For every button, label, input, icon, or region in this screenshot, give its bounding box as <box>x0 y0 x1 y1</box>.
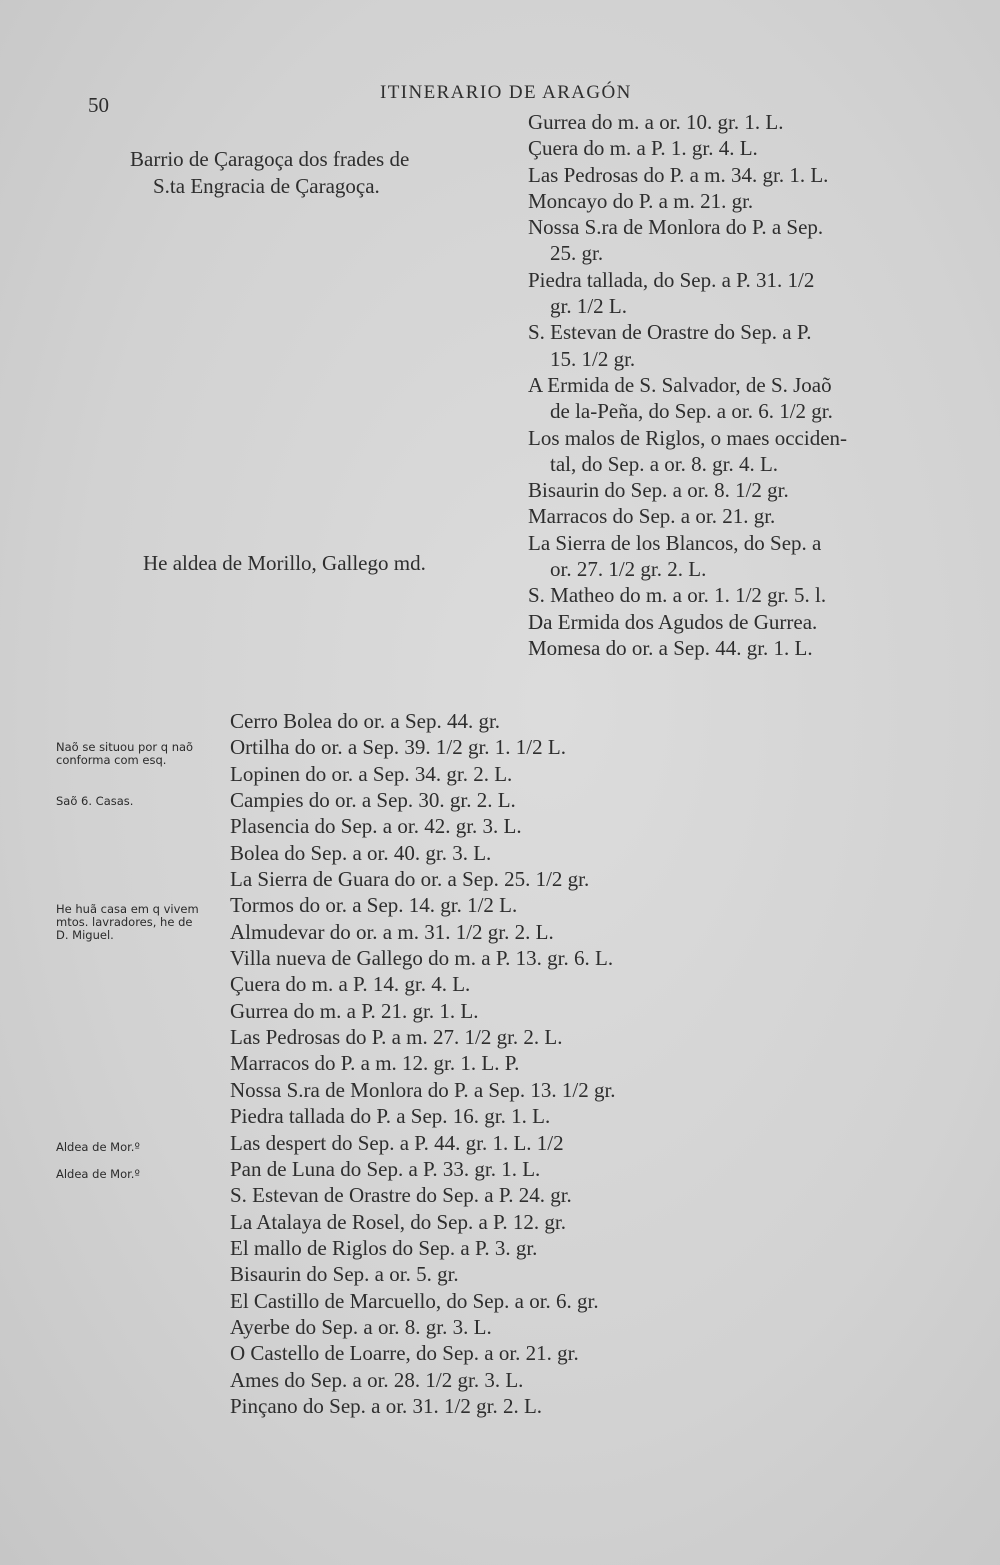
list-item: Almudevar do or. a m. 31. 1/2 gr. 2. L. <box>230 919 554 944</box>
list-item: Las Pedrosas do P. a m. 34. gr. 1. L. <box>528 162 829 187</box>
list-item: Campies do or. a Sep. 30. gr. 2. L. <box>230 788 516 813</box>
list-item: S. Matheo do m. a or. 1. 1/2 gr. 5. l. <box>528 583 827 608</box>
list-item: Nossa S.ra de Monlora do P. a Sep. <box>528 215 824 240</box>
list-item: La Sierra de los Blancos, do Sep. a <box>528 530 822 555</box>
list-item: S. Estevan de Orastre do Sep. a P. 24. gr. <box>230 1183 572 1208</box>
list-item: Piedra tallada, do Sep. a P. 31. 1/2 <box>528 267 815 292</box>
list-item: La Sierra de Guara do or. a Sep. 25. 1/2 gr. <box>230 867 590 892</box>
margin-note: Saõ 6. Casas. <box>56 794 134 808</box>
list-item: Ayerbe do Sep. a or. 8. gr. 3. L. <box>230 1314 492 1339</box>
margin-note: Aldea de Mor.º <box>56 1167 140 1181</box>
list-item: Bisaurin do Sep. a or. 5. gr. <box>230 1262 459 1287</box>
list-item: Ames do Sep. a or. 28. 1/2 gr. 3. L. <box>230 1367 524 1392</box>
list-item: Villa nueva de Gallego do m. a P. 13. gr. 6. L. <box>230 946 614 971</box>
right-column <box>528 109 908 661</box>
list-item: Lopinen do or. a Sep. 34. gr. 2. L. <box>230 761 513 786</box>
list-item: Marracos do P. a m. 12. gr. 1. L. P. <box>230 1051 520 1076</box>
list-item: Da Ermida dos Agudos de Gurrea. <box>528 609 818 634</box>
list-item: Los malos de Riglos, o maes occiden- <box>528 425 848 450</box>
list-item: El Castillo de Marcuello, do Sep. a or. 6. gr. <box>230 1288 599 1313</box>
list-item: Pinçano do Sep. a or. 31. 1/2 gr. 2. L. <box>230 1393 543 1418</box>
list-item: 15. 1/2 gr. <box>550 346 636 371</box>
list-item: Ortilha do or. a Sep. 39. 1/2 gr. 1. 1/2 L. <box>230 735 566 760</box>
left-note-line: S.ta Engracia de Çaragoça. <box>153 174 380 198</box>
list-item: or. 27. 1/2 gr. 2. L. <box>550 557 707 582</box>
running-title: ITINERARIO DE ARAGÓN <box>380 82 632 103</box>
list-item: El mallo de Riglos do Sep. a P. 3. gr. <box>230 1235 538 1260</box>
list-item: A Ermida de S. Salvador, de S. Joaõ <box>528 372 832 397</box>
list-item: Pan de Luna do Sep. a P. 33. gr. 1. L. <box>230 1156 541 1181</box>
list-item: Las Pedrosas do P. a m. 27. 1/2 gr. 2. L. <box>230 1025 563 1050</box>
list-item: Bolea do Sep. a or. 40. gr. 3. L. <box>230 840 492 865</box>
main-list <box>230 708 790 1419</box>
list-item: Nossa S.ra de Monlora do P. a Sep. 13. 1/2 gr. <box>230 1077 616 1102</box>
list-item: La Atalaya de Rosel, do Sep. a P. 12. gr. <box>230 1209 566 1234</box>
list-item: Bisaurin do Sep. a or. 8. 1/2 gr. <box>528 478 789 503</box>
list-item: 25. gr. <box>550 241 604 266</box>
margin-note: Aldea de Mor.º <box>56 1140 140 1154</box>
list-item: Cerro Bolea do or. a Sep. 44. gr. <box>230 709 501 733</box>
list-item: Moncayo do P. a m. 21. gr. <box>528 188 754 213</box>
margin-note: He huã casa em q vivem mtos. lavradores, he de D. Miguel. <box>56 902 199 942</box>
list-item: Çuera do m. a P. 1. gr. 4. L. <box>528 136 758 161</box>
list-item: Plasencia do Sep. a or. 42. gr. 3. L. <box>230 814 522 839</box>
list-item: Marracos do Sep. a or. 21. gr. <box>528 504 776 529</box>
list-item: de la-Peña, do Sep. a or. 6. 1/2 gr. <box>550 399 833 424</box>
left-note-line: He aldea de Morillo, Gallego md. <box>143 551 426 575</box>
page-number: 50 <box>88 93 109 117</box>
list-item: gr. 1/2 L. <box>550 294 627 319</box>
list-item: Çuera do m. a P. 14. gr. 4. L. <box>230 972 471 997</box>
list-item: Tormos do or. a Sep. 14. gr. 1/2 L. <box>230 893 518 918</box>
list-item: Piedra tallada do P. a Sep. 16. gr. 1. L. <box>230 1104 551 1129</box>
margin-note: Naõ se situou por q naõ conforma com esq. <box>56 740 194 767</box>
list-item: Gurrea do m. a P. 21. gr. 1. L. <box>230 998 479 1023</box>
list-item: O Castello de Loarre, do Sep. a or. 21. gr. <box>230 1341 579 1366</box>
list-item: S. Estevan de Orastre do Sep. a P. <box>528 320 812 345</box>
list-item: tal, do Sep. a or. 8. gr. 4. L. <box>550 451 779 476</box>
left-note-line: Barrio de Çaragoça dos frades de <box>130 147 410 171</box>
list-item: Momesa do or. a Sep. 44. gr. 1. L. <box>528 635 813 660</box>
list-item: Las despert do Sep. a P. 44. gr. 1. L. 1/2 <box>230 1130 564 1155</box>
list-item: Gurrea do m. a or. 10. gr. 1. L. <box>528 110 784 134</box>
